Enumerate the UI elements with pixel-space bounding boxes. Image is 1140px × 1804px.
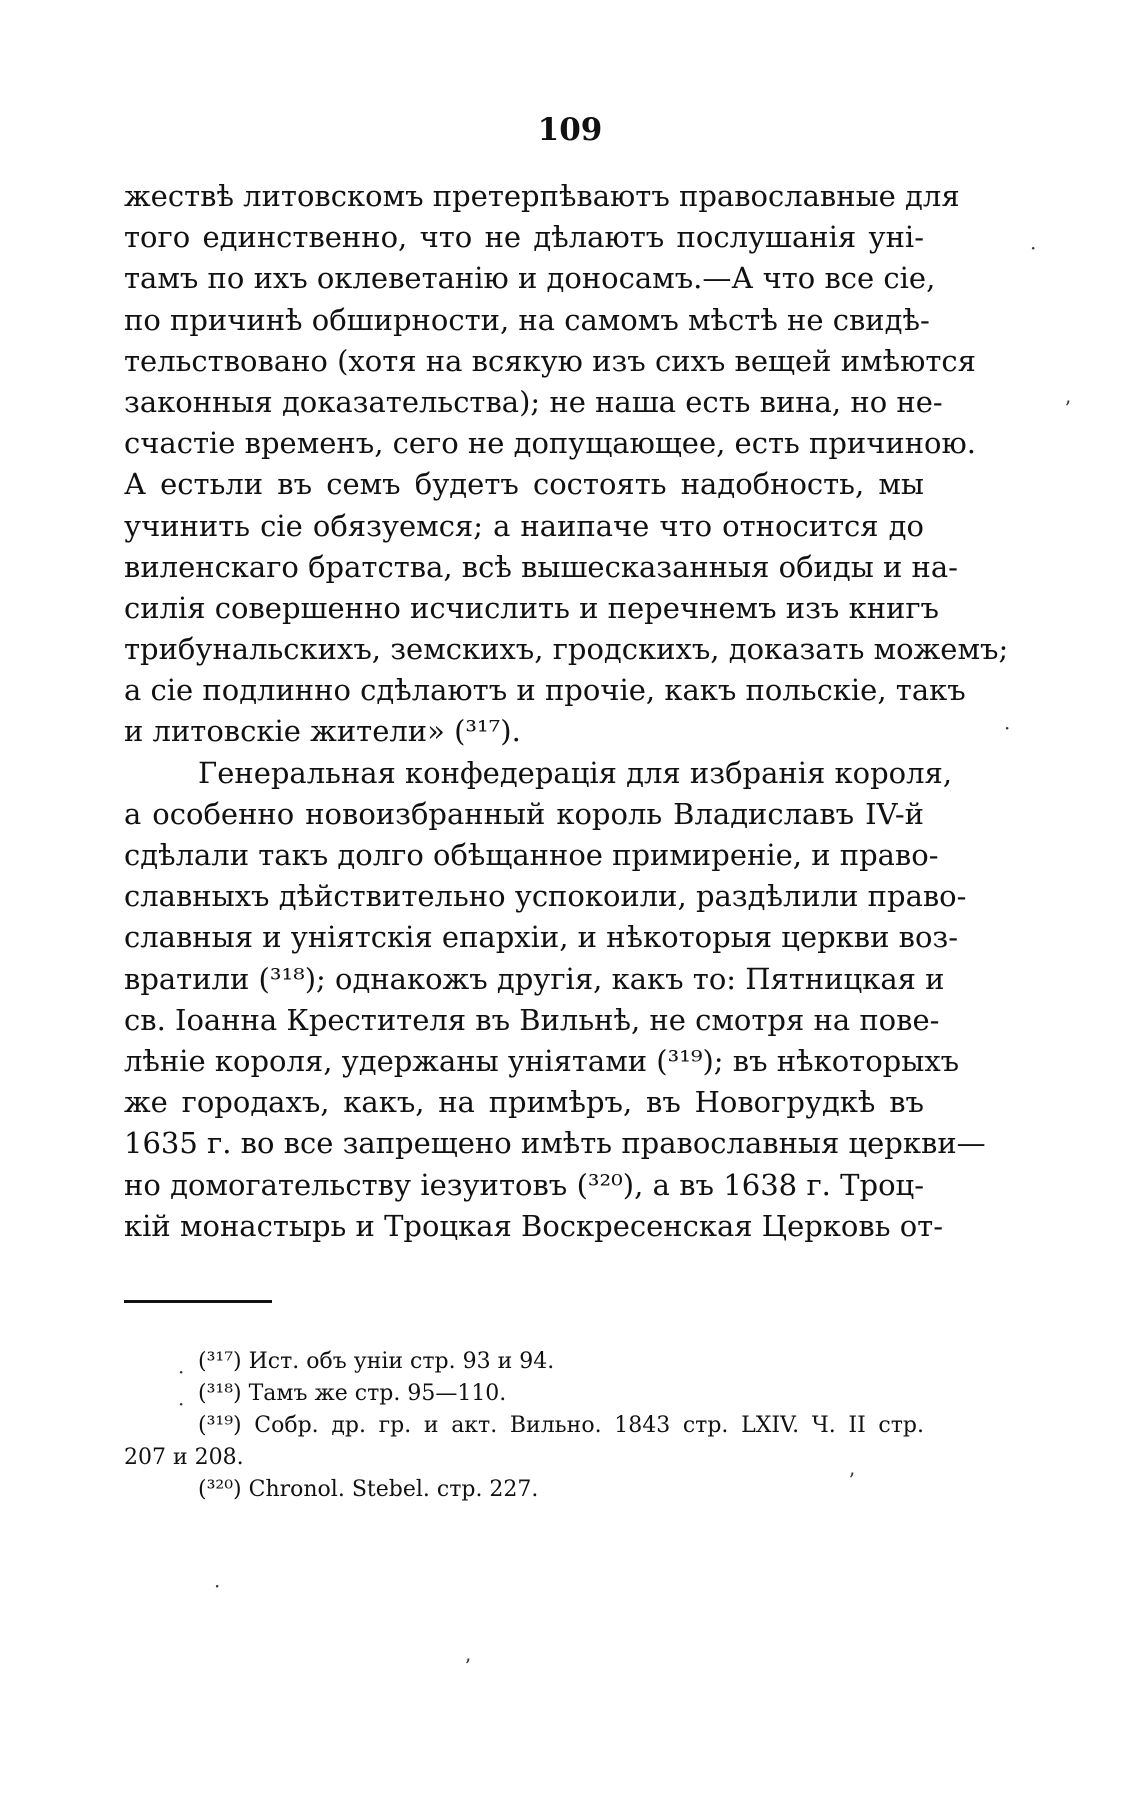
body-line: а особенно новоизбранный король Владиславъ IV-й	[124, 796, 924, 831]
page-number: 109	[537, 112, 603, 148]
paragraph-first-line: Генеральная конфедерація для избранія короля,	[198, 755, 953, 790]
footnotes	[124, 1346, 924, 1506]
body-line: лѣніе короля, удержаны уніятами (³¹⁹); въ нѣкоторыхъ	[124, 1043, 960, 1078]
scan-speck: ·	[178, 1392, 185, 1416]
body-text	[124, 176, 1009, 1247]
body-line: 1635 г. во все запрещено имѣть православныя церкви—	[124, 1126, 986, 1161]
scan-speck: ·	[1030, 236, 1037, 260]
body-line: вратили (³¹⁸); однакожъ другія, какъ то: Пятницкая и	[124, 961, 945, 996]
body-line: законныя доказательства); не наша есть вина, но не-	[124, 384, 943, 419]
body-line: славныя и уніятскія епархіи, и нѣкоторыя церкви воз-	[124, 920, 959, 955]
body-line: сдѣлали такъ долго обѣщанное примиреніе, и право-	[124, 838, 939, 872]
scan-speck: ·	[214, 1574, 221, 1598]
footnote-separator	[124, 1300, 272, 1303]
footnote-continuation: 207 и 208.	[124, 1445, 244, 1470]
body-line: тельствовано (хотя на всякую изъ сихъ вещей имѣются	[124, 343, 976, 378]
body-line: славныхъ дѣйствительно успокоили, раздѣлили право-	[124, 879, 967, 914]
scan-speck: ʼ	[1064, 396, 1071, 420]
paragraph-end-line: и литовскіе жители» (³¹⁷).	[124, 714, 521, 749]
body-line: А естьли въ семъ будетъ состоять надобность, мы	[124, 467, 924, 502]
body-line: но домогательству іезуитовъ (³²⁰), а въ 1638 г. Троц-	[124, 1167, 924, 1202]
body-line: св. Іоанна Крестителя въ Вильнѣ, не смотря на пове-	[124, 1002, 940, 1037]
body-line: учинить сіе обязуемся; а наипаче что относится до	[124, 508, 924, 543]
scan-speck: ʼ	[848, 1468, 855, 1492]
footnote: (³¹⁹) Собр. др. гр. и акт. Вильно. 1843 стр. LXIV. Ч. II стр.	[198, 1413, 924, 1438]
body-line: трибунальскихъ, земскихъ, гродскихъ, доказать можемъ;	[124, 632, 1009, 667]
scan-speck: ʼ	[464, 1654, 471, 1678]
body-line: силія совершенно исчислить и перечнемъ изъ книгъ	[124, 590, 940, 625]
footnote: (³¹⁸) Тамъ же стр. 95—110.	[198, 1381, 507, 1406]
body-line: виленскаго братства, всѣ вышесказанныя обиды и на-	[124, 549, 958, 584]
footnote: (³²⁰) Chronol. Stebel. стр. 227.	[198, 1477, 539, 1502]
body-line: кій монастырь и Троцкая Воскресенская Церковь от-	[124, 1208, 944, 1243]
scan-speck: ·	[178, 1360, 185, 1384]
body-line: жествѣ литовскомъ претерпѣваютъ православные для	[124, 179, 960, 213]
body-line: а сіе подлинно сдѣлаютъ и прочіе, какъ польскіе, такъ	[124, 673, 966, 708]
body-line: счастіе временъ, сего не допущающее, есть причиною.	[124, 426, 976, 461]
body-line: тамъ по ихъ оклеветанію и доносамъ.—А что все сіе,	[124, 261, 936, 296]
scan-speck: ·	[1004, 716, 1011, 740]
footnote: (³¹⁷) Ист. объ уніи стр. 93 и 94.	[198, 1349, 555, 1374]
body-line: же городахъ, какъ, на примѣръ, въ Новогрудкѣ въ	[124, 1085, 924, 1120]
body-line: по причинѣ обширности, на самомъ мѣстѣ не свидѣ-	[124, 302, 930, 337]
body-line: того единственно, что не дѣлаютъ послушанія уні-	[124, 220, 924, 255]
